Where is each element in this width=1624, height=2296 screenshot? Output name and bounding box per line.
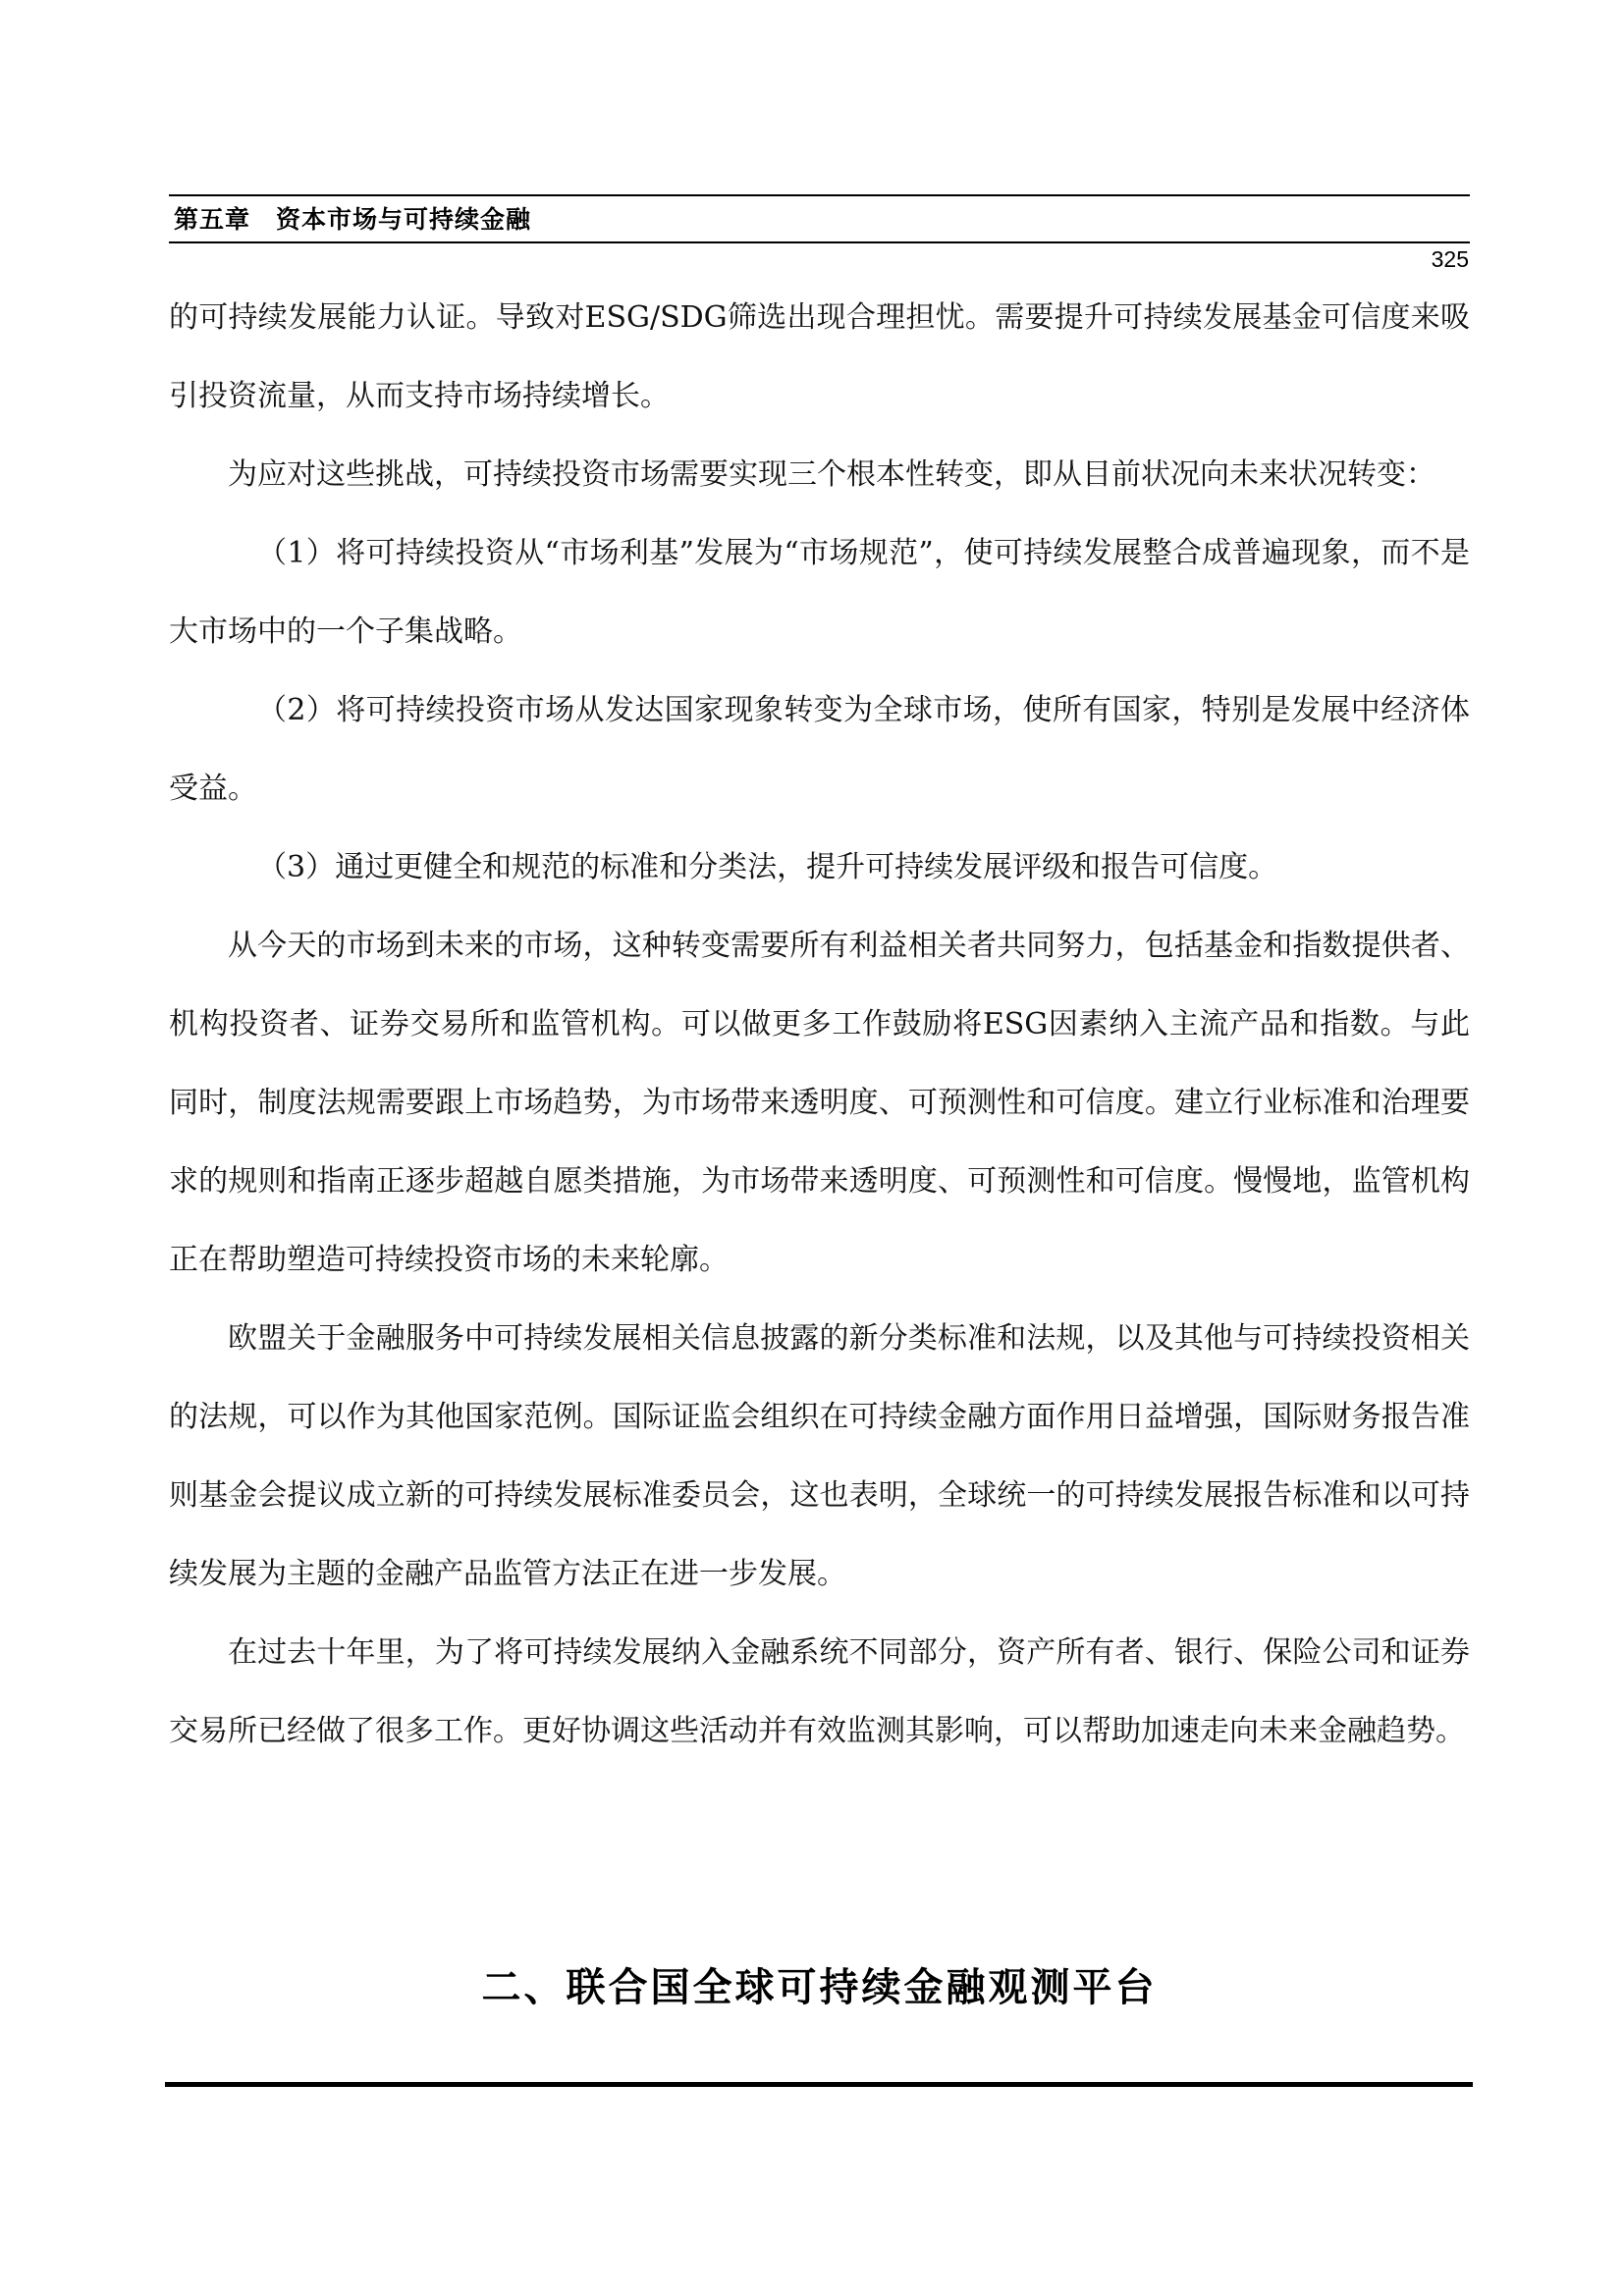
footer-rule: [165, 2082, 1473, 2087]
paragraph: 在过去十年里，为了将可持续发展纳入金融系统不同部分，资产所有者、银行、保险公司和证券交易所已经做了很多工作。更好协调这些活动并有效监测其影响，可以帮助加速走向未来金融趋势。: [169, 1635, 1470, 1748]
list-item-2: （2）将可持续投资市场从发达国家现象转变为全球市场，使所有国家，特别是发展中经济体受益。: [169, 693, 1470, 806]
paragraph: 从今天的市场到未来的市场，这种转变需要所有利益相关者共同努力，包括基金和指数提供者、机构投资者、证券交易所和监管机构。可以做更多工作鼓励将ESG因素纳入主流产品和指数。与此同时，制度法规需要跟上市场趋势，为市场带来透明度、可预测性和可信度。建立行业标准和治理要求的规则和指南正逐步超越自愿类措施，为市场带来透明度、可预测性和可信度。慢慢地，监管机构正在帮助塑造可持续投资市场的未来轮廓。: [169, 929, 1470, 1277]
section-heading: 二、联合国全球可持续金融观测平台: [481, 1965, 1158, 2010]
list-item-1: （1）将可持续投资从“市场利基”发展为“市场规范”，使可持续发展整合成普遍现象，而不是大市场中的一个子集战略。: [169, 536, 1470, 649]
chapter-title: 第五章 资本市场与可持续金融: [174, 205, 532, 234]
paragraph: 为应对这些挑战，可持续投资市场需要实现三个根本性转变，即从目前状况向未来状况转变：: [228, 457, 1435, 492]
list-item-3: （3）通过更健全和规范的标准和分类法，提升可持续发展评级和报告可信度。: [257, 850, 1278, 884]
header-bottom-rule: [169, 241, 1470, 243]
page-number: 325: [1431, 246, 1469, 272]
body-text: [169, 279, 1470, 1771]
header-top-rule: [169, 194, 1470, 196]
paragraph-continued: 的可持续发展能力认证。导致对ESG/SDG筛选出现合理担忧。需要提升可持续发展基金可信度来吸引投资流量，从而支持市场持续增长。: [169, 300, 1470, 413]
paragraph: 欧盟关于金融服务中可持续发展相关信息披露的新分类标准和法规，以及其他与可持续投资相关的法规，可以作为其他国家范例。国际证监会组织在可持续金融方面作用日益增强，国际财务报告准则基金会提议成立新的可持续发展标准委员会，这也表明，全球统一的可持续发展报告标准和以可持续发展为主题的金融产品监管方法正在进一步发展。: [169, 1321, 1470, 1591]
